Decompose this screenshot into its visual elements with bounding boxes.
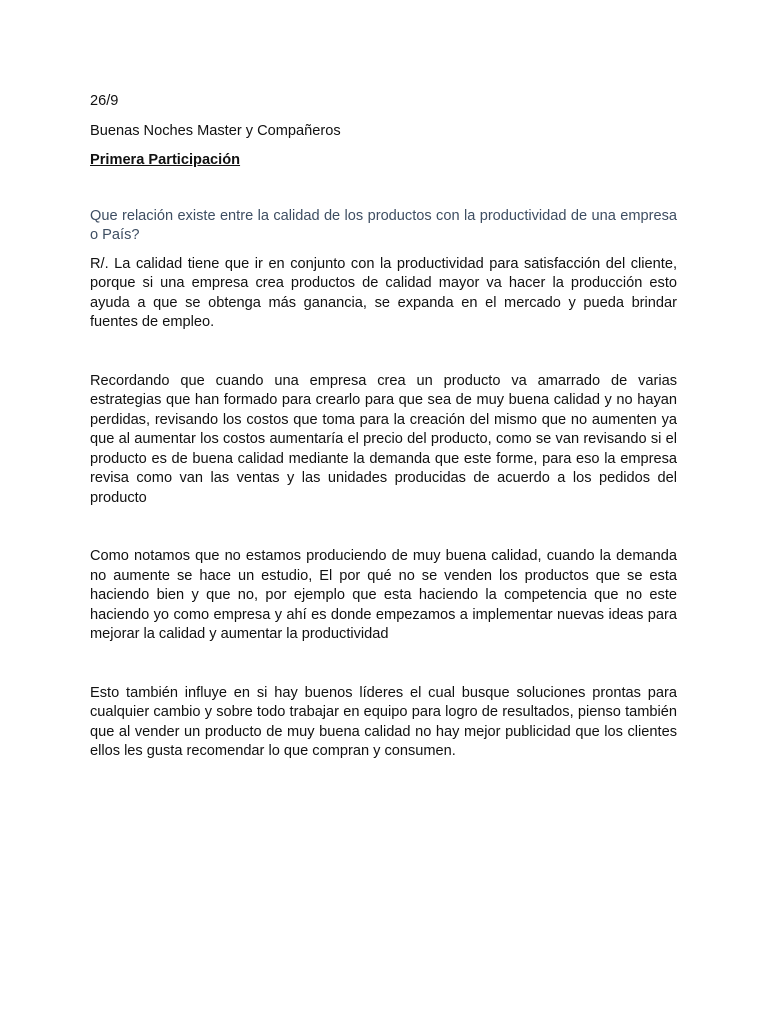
greeting-line: Buenas Noches Master y Compañeros bbox=[90, 122, 341, 139]
section-heading: Primera Participación bbox=[90, 152, 241, 168]
strategy-paragraph: Recordando que cuando una empresa crea un producto va amarrado de varias estrategias que han formado para crearlo para que sea de muy buena calidad y no hayan perdidas, revisando los costos que toma para la creación del mismo que no aumenten ya que al aumentar los costos aumentaría el precio del producto, como se van revisando si el producto es de buena calidad mediante la demanda que este forme, para eso la empresa revisa como van las ventas y las unidades producidas de acuerdo a los pedidos del producto bbox=[90, 372, 677, 506]
leadership-paragraph: Esto también influye en si hay buenos líderes el cual busque soluciones prontas para cualquier cambio y sobre todo trabajar en equipo para logro de resultados, pienso también que al vender un producto de muy buena calidad no hay mejor publicidad que los clientes ellos les gusta recomendar lo que compran y consumen. bbox=[90, 684, 677, 759]
question-text: Que relación existe entre la calidad de los productos con la productividad de una empresa o País? bbox=[90, 207, 677, 243]
demand-paragraph: Como notamos que no estamos produciendo de muy buena calidad, cuando la demanda no aumente se hace un estudio, El por qué no se venden los productos que se esta haciendo bien y que no, por ejemplo que esta haciendo la competencia que no este haciendo yo como empresa y ahí es donde empezamos a implementar nuevas ideas para mejorar la calidad y aumentar la productividad bbox=[90, 548, 677, 642]
document-body bbox=[90, 92, 677, 762]
answer-paragraph: R/. La calidad tiene que ir en conjunto con la productividad para satisfacción del cliente, porque si una empresa crea productos de calidad mayor va hacer la producción esto ayuda a que se obtenga más ganancia, se expanda en el mercado y pueda brindar fuentes de empleo. bbox=[90, 255, 677, 330]
document-date: 26/9 bbox=[90, 93, 119, 109]
